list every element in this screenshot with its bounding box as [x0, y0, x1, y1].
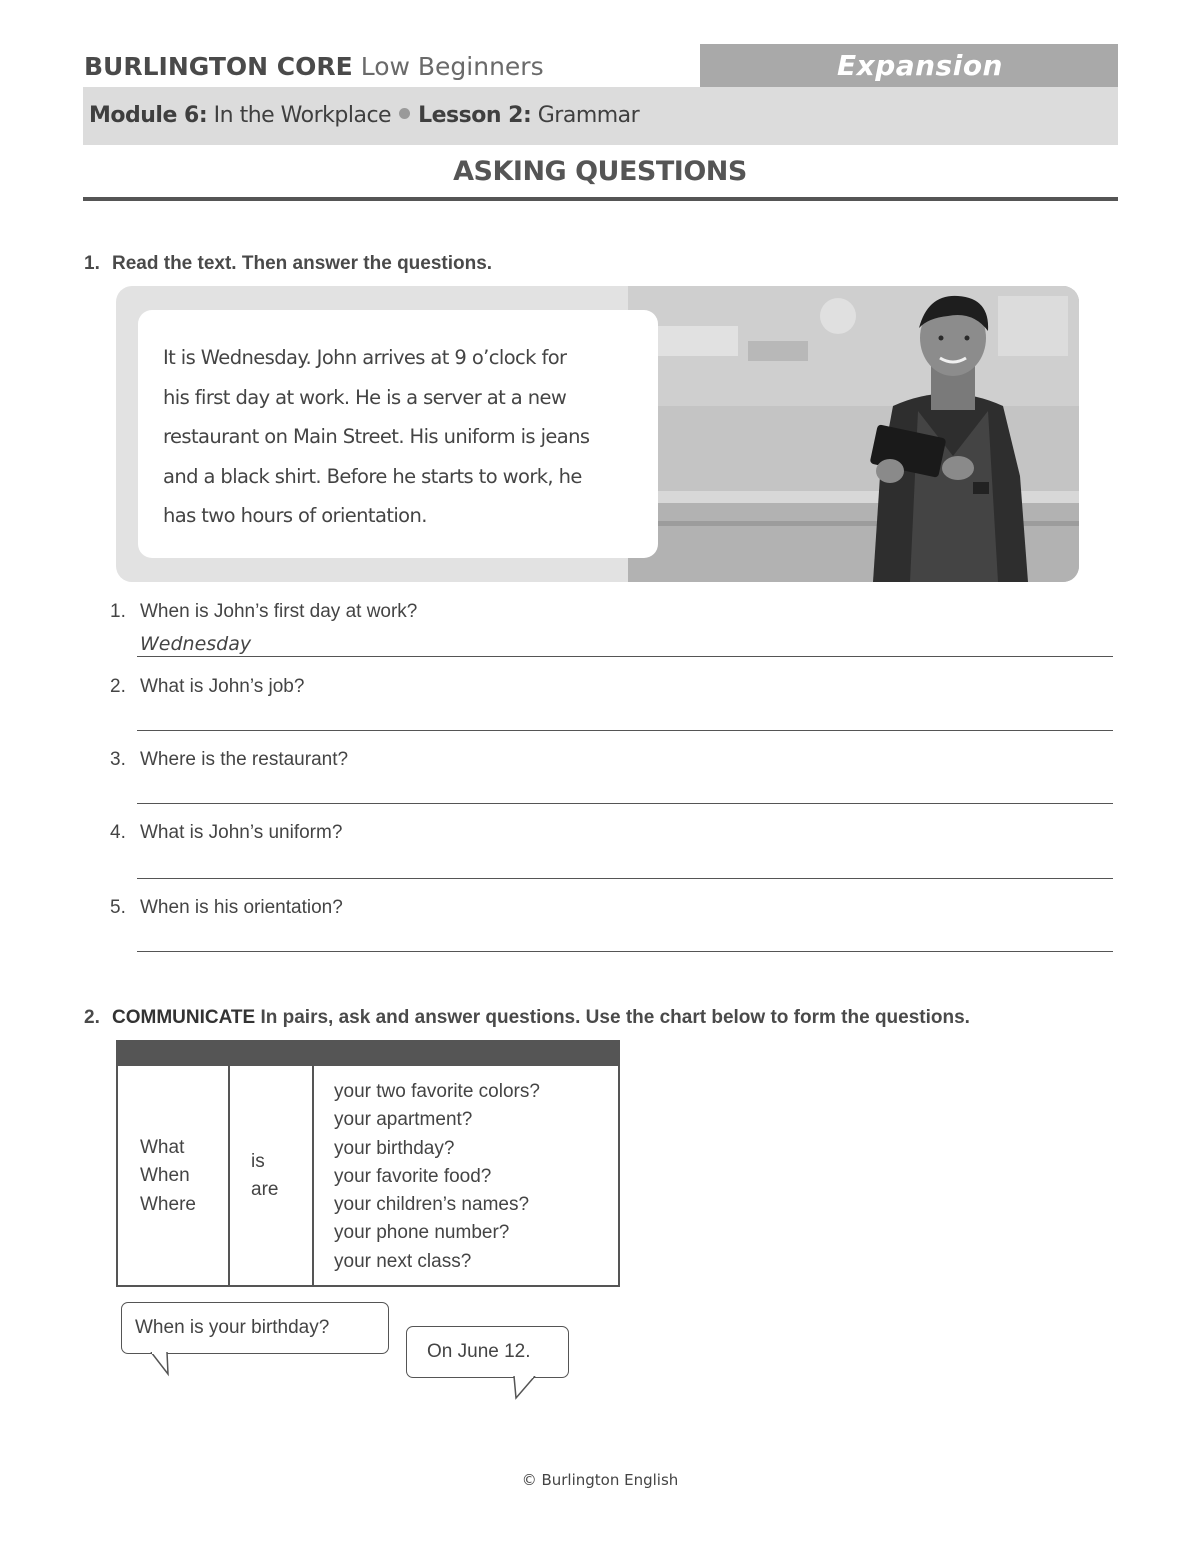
chart-cell: are — [251, 1179, 279, 1201]
title-divider — [83, 197, 1118, 201]
reading-text-card — [138, 310, 658, 558]
answer-line-2[interactable] — [137, 730, 1113, 731]
speech-bubble-answer-text: On June 12. — [427, 1341, 531, 1362]
question-number: 2. — [110, 676, 126, 697]
question-2 — [110, 676, 304, 698]
module-label: Module 6: — [89, 103, 208, 128]
course-level: Low Beginners — [360, 52, 544, 81]
module-bar — [83, 87, 1118, 145]
chart-cell: your children’s names? — [334, 1194, 530, 1216]
chart-cell: When — [140, 1165, 190, 1187]
exercise-1-text: Read the text. Then answer the questions. — [112, 253, 493, 274]
exercise-2-instruction — [84, 1007, 970, 1029]
reading-line: restaurant on Main Street. His uniform is jeans — [163, 425, 590, 448]
question-text: What is John’s job? — [140, 676, 305, 697]
chart-cell: your phone number? — [334, 1222, 510, 1244]
chart-cell: What — [140, 1137, 185, 1158]
question-number: 5. — [110, 897, 126, 918]
brand-name: BURLINGTON CORE — [84, 52, 353, 81]
question-text: Where is the restaurant? — [140, 749, 349, 770]
answer-1-text: Wednesday — [140, 633, 252, 655]
question-4 — [110, 822, 342, 844]
chart-column-subject — [334, 1078, 540, 1276]
reading-line: has two hours of orientation. — [163, 504, 427, 527]
chart-cell: is — [251, 1151, 265, 1172]
bullet-dot-icon — [399, 108, 410, 119]
question-text: What is John’s uniform? — [140, 822, 343, 843]
module-name: In the Workplace — [213, 103, 392, 128]
exercise-2-label: COMMUNICATE — [112, 1007, 256, 1028]
question-1 — [110, 601, 417, 623]
copyright-footer: © Burlington English — [521, 1471, 679, 1489]
chart-cell: your two favorite colors? — [334, 1081, 540, 1102]
question-text: When is his orientation? — [140, 897, 343, 918]
expansion-badge-label: Expansion — [837, 49, 1003, 82]
reading-panel — [116, 286, 1079, 582]
exercise-2-number: 2. — [84, 1007, 100, 1028]
lesson-label: Lesson 2: — [418, 103, 532, 128]
reading-line: It is Wednesday. John arrives at 9 o’clock for — [163, 346, 567, 369]
question-number: 1. — [110, 601, 126, 622]
chart-cell: your next class? — [334, 1250, 472, 1272]
reading-line: and a black shirt. Before he starts to work, he — [163, 464, 582, 488]
question-3 — [110, 749, 348, 771]
question-5 — [110, 897, 343, 919]
chart-divider-2 — [312, 1066, 314, 1285]
chart-cell: your apartment? — [334, 1109, 473, 1131]
question-text: When is John’s first day at work? — [140, 601, 418, 622]
chart-column-verb — [251, 1148, 278, 1205]
answer-line-5[interactable] — [137, 951, 1113, 952]
speech-tail-icon — [504, 1376, 540, 1401]
answer-line-4[interactable] — [137, 878, 1113, 879]
exercise-1-number: 1. — [84, 253, 100, 274]
answer-line-3[interactable] — [137, 803, 1113, 804]
question-chart — [116, 1040, 620, 1287]
chart-cell: Where — [140, 1193, 196, 1215]
expansion-badge — [700, 44, 1118, 87]
brand-title — [84, 52, 544, 81]
question-number: 3. — [110, 749, 126, 770]
server-photo-illustration — [628, 286, 1079, 582]
chart-cell: your favorite food? — [334, 1165, 492, 1187]
server-photo — [628, 286, 1079, 582]
chart-column-wh — [140, 1134, 196, 1219]
chart-divider-1 — [228, 1066, 230, 1285]
answer-line-1[interactable] — [137, 656, 1113, 657]
module-lesson-line — [89, 103, 639, 128]
reading-line: his first day at work. He is a server at a new — [163, 385, 567, 409]
chart-header-bar — [118, 1042, 618, 1066]
question-number: 4. — [110, 822, 126, 843]
chart-cell: your birthday? — [334, 1137, 455, 1159]
speech-bubble-question-text: When is your birthday? — [135, 1317, 330, 1338]
speech-bubble-answer — [406, 1326, 569, 1378]
page-title: ASKING QUESTIONS — [453, 156, 747, 187]
lesson-name: Grammar — [537, 103, 640, 128]
speech-bubble-question — [121, 1302, 389, 1354]
exercise-1-instruction — [84, 253, 492, 275]
exercise-2-text: In pairs, ask and answer questions. Use the chart below to form the questions. — [255, 1007, 970, 1028]
speech-tail-icon — [150, 1352, 180, 1377]
